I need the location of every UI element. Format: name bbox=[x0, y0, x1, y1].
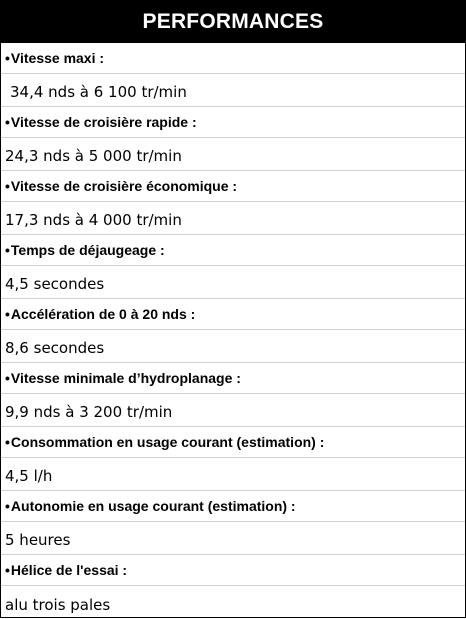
spec-label-row bbox=[1, 235, 465, 266]
bullet-icon: • bbox=[5, 370, 10, 386]
spec-label: Vitesse de croisière rapide : bbox=[10, 114, 197, 130]
spec-label: Accélération de 0 à 20 nds : bbox=[10, 306, 196, 322]
spec-value: 4,5 l/h bbox=[5, 467, 53, 485]
spec-label: Vitesse maxi : bbox=[10, 50, 105, 66]
bullet-icon: • bbox=[5, 242, 10, 258]
spec-label-row bbox=[1, 427, 465, 458]
bullet-icon: • bbox=[5, 178, 10, 194]
spec-label: Hélice de l'essai : bbox=[10, 562, 128, 578]
spec-label-row bbox=[1, 491, 465, 522]
spec-value: alu trois pales bbox=[5, 596, 111, 614]
spec-label: Temps de déjaugeage : bbox=[10, 242, 165, 258]
table-title: PERFORMANCES bbox=[142, 10, 324, 33]
bullet-icon: • bbox=[5, 50, 10, 66]
spec-label: Autonomie en usage courant (estimation) : bbox=[10, 498, 296, 514]
bullet-icon: • bbox=[5, 306, 10, 322]
spec-value-row bbox=[1, 330, 465, 363]
spec-value: 34,4 nds à 6 100 tr/min bbox=[10, 83, 187, 101]
spec-value-row bbox=[1, 458, 465, 491]
table-body bbox=[1, 43, 465, 619]
spec-value: 17,3 nds à 4 000 tr/min bbox=[5, 211, 182, 229]
spec-label-row bbox=[1, 555, 465, 586]
spec-value: 4,5 secondes bbox=[5, 275, 105, 293]
spec-label: Vitesse de croisière économique : bbox=[10, 178, 238, 194]
spec-value-row bbox=[1, 586, 465, 619]
spec-value-row bbox=[1, 394, 465, 427]
spec-value-row bbox=[1, 138, 465, 171]
table-header bbox=[1, 1, 465, 43]
spec-value: 8,6 secondes bbox=[5, 339, 105, 357]
spec-value: 5 heures bbox=[5, 531, 71, 549]
spec-label-row bbox=[1, 299, 465, 330]
spec-label-row bbox=[1, 107, 465, 138]
spec-value-row bbox=[1, 202, 465, 235]
spec-value-row bbox=[1, 522, 465, 555]
spec-value: 24,3 nds à 5 000 tr/min bbox=[5, 147, 182, 165]
spec-label-row bbox=[1, 171, 465, 202]
spec-value: 9,9 nds à 3 200 tr/min bbox=[5, 403, 173, 421]
bullet-icon: • bbox=[5, 498, 10, 514]
spec-value-row bbox=[1, 266, 465, 299]
spec-label-row bbox=[1, 363, 465, 394]
bullet-icon: • bbox=[5, 434, 10, 450]
spec-value-row bbox=[1, 74, 465, 107]
spec-label: Consommation en usage courant (estimation) : bbox=[10, 434, 325, 450]
spec-label-row bbox=[1, 43, 465, 74]
bullet-icon: • bbox=[5, 114, 10, 130]
bullet-icon: • bbox=[5, 562, 10, 578]
spec-label: Vitesse minimale d’hydroplanage : bbox=[10, 370, 241, 386]
